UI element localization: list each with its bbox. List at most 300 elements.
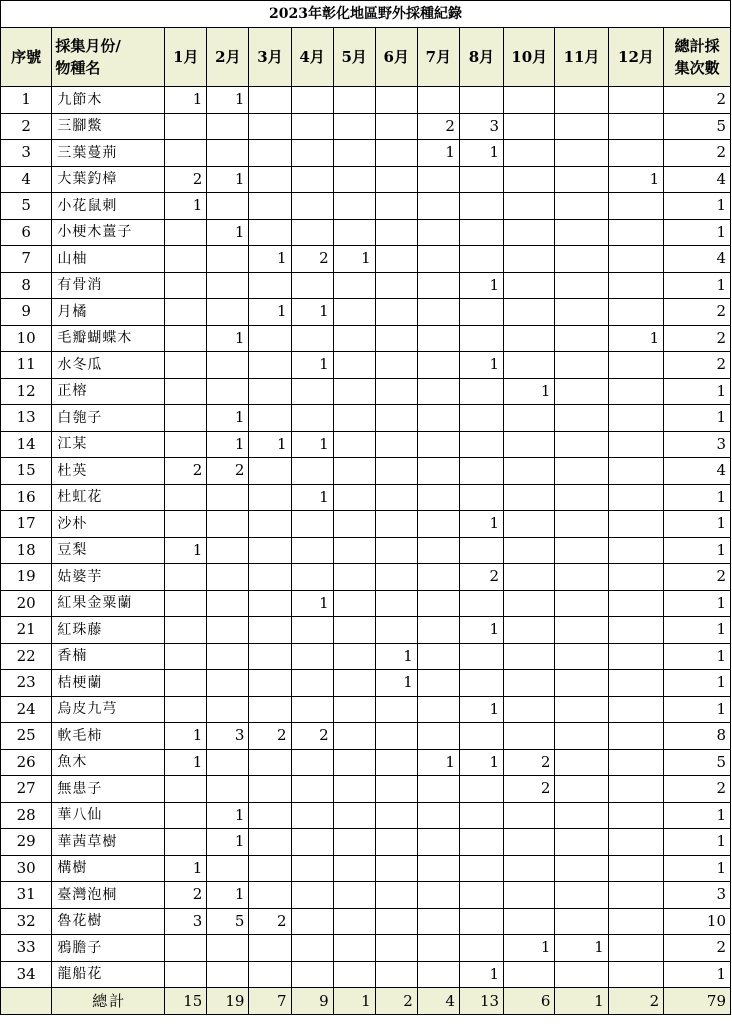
month-count-cell [459,776,503,803]
month-count-cell [249,564,291,591]
month-count-cell [504,829,555,856]
month-count-cell [375,855,417,882]
row-total-cell: 4 [664,458,731,485]
month-count-cell: 1 [291,431,333,458]
month-count-cell [333,431,375,458]
month-count-cell: 1 [291,299,333,326]
row-total-cell: 8 [664,723,731,750]
row-index: 4 [1,166,52,193]
row-index: 31 [1,882,52,909]
row-index: 25 [1,723,52,750]
month-count-cell [608,723,663,750]
month-count-cell [207,590,249,617]
month-count-cell [504,246,555,273]
month-count-cell [333,219,375,246]
row-total-cell: 3 [664,431,731,458]
month-count-cell [249,325,291,352]
month-count-cell [333,829,375,856]
month-count-cell [608,935,663,962]
month-count-cell [333,193,375,220]
month-count-cell [165,617,207,644]
table-row [1,749,731,776]
month-count-cell [555,431,608,458]
month-count-cell [291,537,333,564]
row-total-cell: 5 [664,113,731,140]
month-count-cell [207,113,249,140]
month-count-cell [165,352,207,379]
month-count-cell [375,776,417,803]
month-count-cell [417,617,459,644]
month-count-cell: 2 [459,564,503,591]
month-count-cell [249,352,291,379]
month-count-cell [291,193,333,220]
month-count-cell [608,537,663,564]
month-count-cell [417,166,459,193]
row-index: 24 [1,696,52,723]
month-count-cell [249,458,291,485]
month-count-cell [375,405,417,432]
month-count-cell [249,882,291,909]
month-count-cell [555,458,608,485]
row-total-cell: 1 [664,696,731,723]
month-count-cell [291,166,333,193]
total-header-line2: 集次數 [674,59,720,77]
month-count-cell [333,696,375,723]
row-index: 11 [1,352,52,379]
month-count-cell [375,935,417,962]
month-count-cell: 1 [165,749,207,776]
row-index: 16 [1,484,52,511]
month-count-cell [249,378,291,405]
month-count-cell [555,219,608,246]
table-row [1,511,731,538]
month-header: 12月 [608,28,663,87]
table-row [1,246,731,273]
month-count-cell: 2 [291,246,333,273]
month-count-cell [249,961,291,988]
month-count-cell [417,299,459,326]
month-count-cell [249,219,291,246]
month-count-cell [207,961,249,988]
month-count-cell [608,696,663,723]
month-count-cell [555,87,608,114]
month-count-cell [608,246,663,273]
month-count-cell: 1 [249,431,291,458]
total-header-line1: 總計採 [674,36,720,55]
month-count-cell [417,776,459,803]
month-count-cell [459,378,503,405]
month-count-cell [375,590,417,617]
month-count-cell [333,87,375,114]
month-total-cell: 15 [165,988,207,1015]
month-count-cell: 1 [207,829,249,856]
month-count-cell [207,670,249,697]
species-name: 龍船花 [52,961,165,988]
total-count-header [664,28,731,87]
month-total-cell: 2 [608,988,663,1015]
month-count-cell [333,378,375,405]
month-count-cell [555,670,608,697]
month-count-cell [207,193,249,220]
month-count-cell [207,855,249,882]
month-count-cell [555,802,608,829]
month-count-cell [291,511,333,538]
table-row [1,961,731,988]
row-total-cell: 2 [664,140,731,167]
month-count-cell [504,352,555,379]
row-total-cell: 1 [664,617,731,644]
month-count-cell [417,458,459,485]
month-count-cell [417,590,459,617]
month-count-cell: 1 [555,935,608,962]
month-count-cell [375,458,417,485]
month-count-cell [504,590,555,617]
month-count-cell [504,299,555,326]
month-count-cell: 1 [459,140,503,167]
table-row [1,723,731,750]
month-count-cell [291,378,333,405]
species-name: 華茜草樹 [52,829,165,856]
table-row [1,643,731,670]
header-row [1,28,731,87]
month-count-cell [555,113,608,140]
month-count-cell [165,113,207,140]
month-count-cell [417,696,459,723]
month-count-cell [207,696,249,723]
month-header: 2月 [207,28,249,87]
month-count-cell [165,378,207,405]
month-count-cell [291,617,333,644]
month-count-cell [375,802,417,829]
month-count-cell [333,935,375,962]
month-count-cell [459,193,503,220]
month-count-cell [165,140,207,167]
row-index: 26 [1,749,52,776]
month-count-cell [608,643,663,670]
month-count-cell [333,511,375,538]
month-count-cell [333,564,375,591]
month-count-cell [333,802,375,829]
species-name: 豆梨 [52,537,165,564]
month-count-cell [555,908,608,935]
month-count-cell [249,935,291,962]
month-count-cell [333,749,375,776]
month-count-cell: 1 [459,961,503,988]
row-total-cell: 10 [664,908,731,935]
month-count-cell [207,378,249,405]
row-total-cell: 2 [664,325,731,352]
month-count-cell [333,484,375,511]
month-count-cell [459,166,503,193]
month-count-cell [165,670,207,697]
month-count-cell [291,405,333,432]
month-count-cell [291,643,333,670]
month-count-cell [555,617,608,644]
month-count-cell [608,564,663,591]
month-count-cell [459,484,503,511]
month-count-cell [375,87,417,114]
table-row [1,299,731,326]
species-name: 水冬瓜 [52,352,165,379]
month-count-cell [417,935,459,962]
month-count-cell [375,484,417,511]
month-count-cell [291,829,333,856]
month-count-cell: 5 [207,908,249,935]
species-name: 魚木 [52,749,165,776]
month-count-cell [555,140,608,167]
month-count-cell [375,431,417,458]
species-name: 無患子 [52,776,165,803]
row-total-cell: 1 [664,643,731,670]
month-total-cell: 7 [249,988,291,1015]
month-count-cell [165,299,207,326]
row-index: 13 [1,405,52,432]
species-name: 軟毛柿 [52,723,165,750]
month-count-cell: 1 [165,723,207,750]
month-count-cell [291,670,333,697]
month-count-cell [417,723,459,750]
month-count-cell [333,882,375,909]
month-count-cell [555,378,608,405]
month-count-cell [165,961,207,988]
index-header: 序號 [1,28,52,87]
month-count-cell [333,352,375,379]
table-row [1,670,731,697]
totals-index-cell [1,988,52,1015]
month-count-cell [608,87,663,114]
month-count-cell [504,617,555,644]
month-count-cell [555,484,608,511]
row-index: 20 [1,590,52,617]
species-name: 九節木 [52,87,165,114]
month-count-cell [504,855,555,882]
title-row [1,1,731,28]
month-count-cell [459,87,503,114]
row-total-cell: 1 [664,378,731,405]
month-count-cell [504,140,555,167]
month-count-cell [608,908,663,935]
month-count-cell: 1 [608,166,663,193]
species-name: 小梗木薑子 [52,219,165,246]
month-count-cell: 1 [459,696,503,723]
species-name: 正榕 [52,378,165,405]
month-count-cell: 1 [165,537,207,564]
month-count-cell [504,193,555,220]
row-index: 2 [1,113,52,140]
row-index: 12 [1,378,52,405]
month-count-cell [417,246,459,273]
month-count-cell [249,537,291,564]
month-count-cell [249,776,291,803]
month-count-cell: 2 [249,723,291,750]
month-count-cell [165,776,207,803]
species-name: 三腳鱉 [52,113,165,140]
row-index: 8 [1,272,52,299]
table-row [1,193,731,220]
species-name: 臺灣泡桐 [52,882,165,909]
month-count-cell [459,802,503,829]
month-count-cell [249,272,291,299]
month-header: 6月 [375,28,417,87]
month-count-cell [375,299,417,326]
month-count-cell: 1 [249,246,291,273]
month-count-cell [417,961,459,988]
row-index: 5 [1,193,52,220]
row-index: 33 [1,935,52,962]
month-total-cell: 6 [504,988,555,1015]
totals-row [1,988,731,1015]
table-row [1,908,731,935]
month-count-cell [504,405,555,432]
month-count-cell [608,272,663,299]
month-count-cell [417,87,459,114]
species-name: 魯花樹 [52,908,165,935]
month-count-cell [459,431,503,458]
month-count-cell [375,617,417,644]
month-count-cell [608,617,663,644]
month-count-cell [555,405,608,432]
month-count-cell [165,829,207,856]
month-count-cell: 1 [207,882,249,909]
month-count-cell [165,802,207,829]
month-count-cell [555,855,608,882]
month-count-cell [555,537,608,564]
month-count-cell [249,749,291,776]
table-row [1,458,731,485]
month-count-cell [417,908,459,935]
month-count-cell [375,325,417,352]
month-total-cell: 13 [459,988,503,1015]
month-count-cell: 1 [459,352,503,379]
month-count-cell [165,405,207,432]
month-count-cell [333,723,375,750]
species-name: 姑婆芋 [52,564,165,591]
table-row [1,935,731,962]
month-count-cell [207,643,249,670]
row-total-cell: 2 [664,776,731,803]
month-count-cell [165,643,207,670]
table-row [1,802,731,829]
month-header: 7月 [417,28,459,87]
month-count-cell [417,537,459,564]
month-count-cell: 2 [417,113,459,140]
row-total-cell: 4 [664,246,731,273]
month-count-cell [417,670,459,697]
month-count-cell [333,537,375,564]
month-count-cell [375,272,417,299]
month-count-cell [555,882,608,909]
month-count-cell [291,749,333,776]
species-name: 月橘 [52,299,165,326]
month-count-cell [504,458,555,485]
month-count-cell [291,908,333,935]
row-index: 28 [1,802,52,829]
row-total-cell: 1 [664,511,731,538]
month-count-cell: 1 [375,643,417,670]
month-header: 8月 [459,28,503,87]
month-count-cell [333,166,375,193]
row-index: 34 [1,961,52,988]
month-count-cell [417,643,459,670]
month-count-cell [333,325,375,352]
month-count-cell [207,749,249,776]
row-total-cell: 1 [664,272,731,299]
month-count-cell [249,855,291,882]
month-count-cell [555,643,608,670]
month-total-cell: 4 [417,988,459,1015]
month-count-cell [207,935,249,962]
month-count-cell [291,855,333,882]
month-count-cell [249,617,291,644]
table-row [1,882,731,909]
month-header: 4月 [291,28,333,87]
month-count-cell [375,961,417,988]
month-header: 10月 [504,28,555,87]
species-name: 毛瓣蝴蝶木 [52,325,165,352]
row-index: 1 [1,87,52,114]
month-count-cell [459,219,503,246]
month-count-cell [207,352,249,379]
month-count-cell: 1 [207,87,249,114]
month-count-cell [417,802,459,829]
month-count-cell [291,564,333,591]
month-count-cell [608,882,663,909]
month-count-cell: 3 [207,723,249,750]
month-count-cell [555,723,608,750]
row-total-cell: 1 [664,829,731,856]
month-count-cell [504,723,555,750]
month-count-cell [417,564,459,591]
table-row [1,696,731,723]
month-count-cell [555,166,608,193]
month-count-cell [459,537,503,564]
month-count-cell [608,829,663,856]
month-count-cell [375,564,417,591]
month-count-cell [459,670,503,697]
month-count-cell [375,352,417,379]
month-count-cell: 1 [207,166,249,193]
month-count-cell: 3 [165,908,207,935]
month-header: 1月 [165,28,207,87]
species-name: 山柚 [52,246,165,273]
row-total-cell: 1 [664,802,731,829]
month-count-cell [165,564,207,591]
month-count-cell: 1 [504,935,555,962]
month-count-cell [459,643,503,670]
month-count-cell [165,484,207,511]
row-index: 32 [1,908,52,935]
month-count-cell: 2 [165,882,207,909]
month-count-cell [504,882,555,909]
month-count-cell: 1 [417,140,459,167]
month-count-cell [375,113,417,140]
month-count-cell [555,325,608,352]
row-index: 29 [1,829,52,856]
month-count-cell: 1 [165,193,207,220]
month-total-cell: 1 [333,988,375,1015]
species-name: 江某 [52,431,165,458]
row-total-cell: 1 [664,670,731,697]
month-count-cell [504,484,555,511]
month-count-cell: 1 [207,431,249,458]
row-total-cell: 1 [664,537,731,564]
month-count-cell [207,776,249,803]
month-count-cell [249,405,291,432]
month-count-cell [417,325,459,352]
month-count-cell [608,113,663,140]
month-count-cell [375,829,417,856]
totals-label: 總計 [52,988,165,1015]
